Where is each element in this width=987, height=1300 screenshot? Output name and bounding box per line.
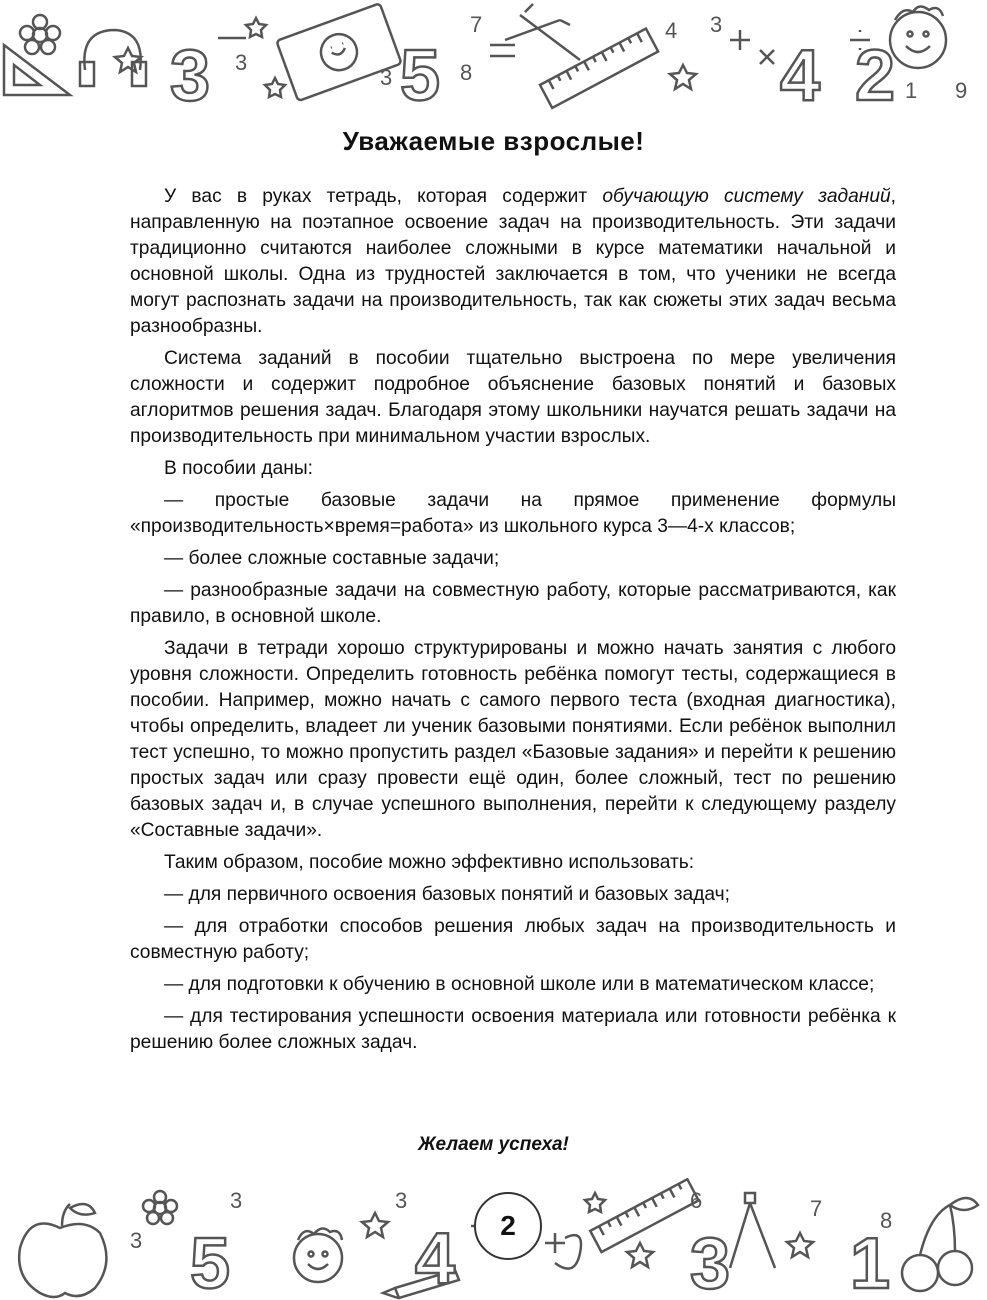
page-number: 2 — [474, 1192, 542, 1260]
paragraph-structure: Задачи в тетради хорошо структурированы и можно начать занятия с любого уровня сложности. Определить готовность ребёнка помогут тесты, содержащиеся в пособии. Например, можно начать с самого первого теста (входная диагностика), чтобы определить, владеет ли ученик базовыми понятиями. Если ребёнок выполнил тест успешно, то можно пропустить раздел «Базовые задания» и перейти к решению простых задач или сразу провести ещё один, более сложный, тест по решению базовых задач и, в случае успешного выполнения, перейти к следующему разделу «Составные задачи». — [130, 638, 896, 841]
svg-text:3: 3 — [230, 1188, 243, 1213]
digit-decoration: 4 — [415, 1219, 456, 1299]
star-icon — [265, 78, 285, 97]
flower-icon — [20, 15, 60, 54]
paragraph-intro: У вас в руках тетрадь, которая содержит обучающую систему заданий, направленную на поэтапное освоение задач на производительность. Эти задачи традиционно считаются наиболее сложными в курсе математики начальной и основной школы. Одна из трудностей заключается в том, что ученики не всегда могут распознать задачи на производительность, так как сюжеты этих задач весьма разнообразны. — [130, 186, 897, 337]
paragraph-usage-intro: Таким образом, пособие можно эффективно использовать: — [164, 852, 695, 873]
kid-face-icon — [294, 1228, 342, 1282]
main-text — [130, 184, 896, 1062]
kid-face-icon — [890, 6, 946, 68]
svg-text:4: 4 — [665, 18, 678, 43]
svg-text:1: 1 — [905, 78, 918, 103]
closing-wish: Желаем успеха! — [418, 1134, 569, 1155]
digit-decoration: 3 — [170, 36, 211, 112]
compass-icon — [505, 4, 580, 60]
svg-text:7: 7 — [810, 1196, 823, 1221]
list-item: — разнообразные задачи на совместную работу, которые рассматриваются, как правило, в основной школе. — [130, 580, 896, 627]
page-title: Уважаемые взрослые! — [342, 126, 645, 156]
star-icon — [585, 1193, 605, 1212]
compass-icon — [730, 1193, 775, 1268]
svg-text:7: 7 — [470, 12, 483, 37]
ruler-icon — [590, 1179, 698, 1252]
headphones-icon — [80, 30, 146, 86]
apple-icon — [19, 1204, 106, 1297]
svg-text:6: 6 — [690, 1188, 703, 1213]
digit-decoration: 3 — [690, 1224, 731, 1300]
svg-text:3: 3 — [235, 50, 248, 75]
list-item: — более сложные составные задачи; — [164, 548, 500, 569]
cherries-icon — [902, 1198, 978, 1291]
list-item: — простые базовые задачи на прямое применение формулы «производительность×время=работа» из школьного курса 3—4-х классов; — [130, 490, 896, 537]
star-icon — [362, 1213, 388, 1237]
svg-text:8: 8 — [460, 60, 473, 85]
emphasis-text: обучающую систему заданий — [602, 186, 891, 207]
digit-decoration: 4 — [780, 36, 821, 112]
star-icon — [246, 18, 266, 37]
star-icon — [115, 48, 141, 72]
star-icon — [787, 1233, 813, 1257]
svg-text:3: 3 — [130, 1228, 143, 1253]
flower-icon — [143, 1191, 177, 1224]
digit-decoration: 1 — [850, 1224, 891, 1300]
svg-text:3: 3 — [395, 1188, 408, 1213]
paragraph-contents-intro: В пособии даны: — [164, 458, 314, 479]
svg-text:3: 3 — [710, 12, 723, 37]
svg-text:8: 8 — [880, 1208, 893, 1233]
digit-decoration: 5 — [190, 1224, 231, 1300]
list-item: — для тестирования успешности освоения материала или готовности ребёнка к решению более сложных задач. — [130, 1006, 896, 1053]
digit-decoration: 5 — [400, 36, 441, 112]
star-icon — [670, 65, 696, 89]
list-item: — для отработки способов решения любых задач на производительность и совместную работу; — [130, 916, 896, 963]
star-icon — [627, 1243, 653, 1267]
paragraph-system: Система заданий в пособии тщательно выстроена по мере увеличения сложности и содержит подробное объяснение базовых понятий и базовых аглоритмов решения задач. Благодаря этому школьники научатся решать задачи на производительность при минимальном участии взрослых. — [130, 348, 896, 447]
list-item: — для подготовки к обучению в основной школе или в математическом классе; — [164, 974, 875, 995]
ruler-icon — [540, 29, 658, 108]
top-decorative-border — [0, 0, 987, 112]
svg-text:9: 9 — [955, 78, 968, 103]
list-item: — для первичного освоения базовых понятий и базовых задач; — [164, 884, 730, 905]
digit-decoration: 2 — [855, 36, 896, 112]
svg-text:3: 3 — [380, 65, 393, 90]
